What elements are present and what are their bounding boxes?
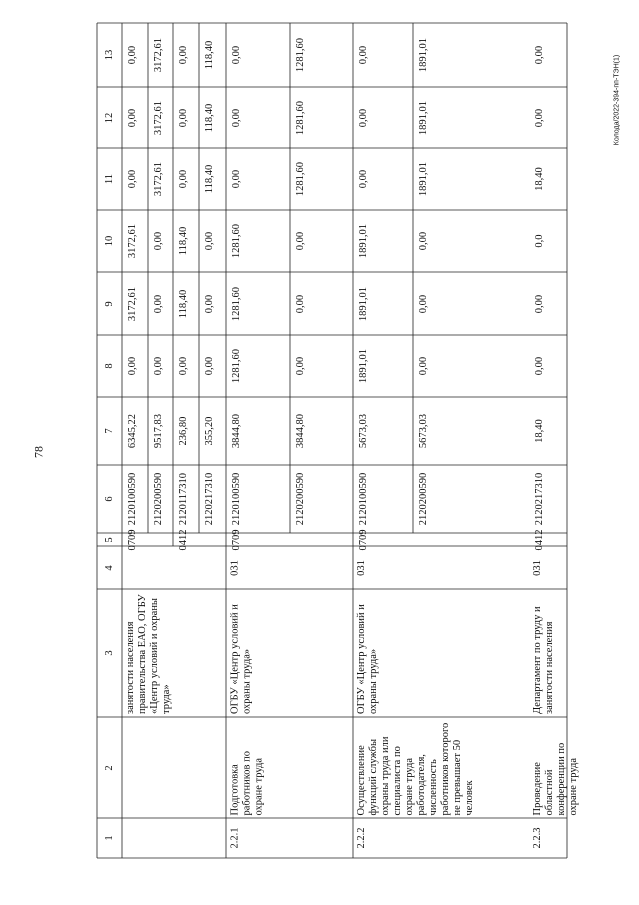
amount-cell: 118,40 (204, 40, 215, 70)
amount-cell: 118,40 (178, 289, 189, 318)
rzpr-code: 0709 (127, 529, 138, 550)
target-article: 2120217310 (204, 472, 215, 526)
rzpr-code: 0709 (231, 529, 242, 550)
amount-cell: 118,40 (178, 226, 189, 256)
target-article: 2120200590 (418, 472, 429, 526)
column-header: 7 (104, 428, 115, 434)
amount-cell: 18,40 (534, 419, 545, 443)
column-header: 2 (104, 764, 115, 771)
activity-name: Проведение областной конференции по охране труда (532, 742, 579, 815)
amount-cell: 0,00 (231, 169, 242, 189)
column-header: 10 (104, 235, 115, 247)
amount-cell: 0,00 (178, 108, 189, 127)
amount-cell: 1891,01 (358, 223, 369, 259)
activity-name: Подготовка работников по охране труда (229, 750, 264, 815)
amount-cell: 0,00 (358, 169, 369, 189)
amount-cell: 3844,80 (295, 413, 306, 449)
executor: Департамент по труду и занятости населения (532, 606, 555, 714)
target-article: 2120217310 (534, 472, 545, 526)
amount-cell: 0,00 (127, 169, 138, 189)
target-article: 2120117310 (178, 472, 189, 526)
column-header: 13 (104, 49, 115, 61)
amount-cell: 3172,61 (153, 37, 164, 73)
executor: ОГБУ «Центр условий и охраны труда» (356, 604, 379, 714)
amount-cell: 0,0 (534, 234, 545, 248)
amount-cell: 0,00 (231, 45, 242, 65)
item-number: 2.2.3 (532, 827, 543, 849)
amount-cell: 0,00 (127, 108, 138, 127)
amount-cell: 0,00 (418, 294, 429, 313)
page-number: 78 (31, 446, 46, 458)
column-header: 9 (104, 300, 115, 307)
amount-cell: 0,00 (178, 356, 189, 376)
amount-cell: 0,00 (153, 294, 164, 313)
column-header: 6 (104, 496, 115, 502)
column-header: 5 (104, 536, 115, 543)
amount-cell: 1891,01 (358, 348, 369, 384)
amount-cell: 0,00 (358, 108, 369, 127)
amount-cell: 0,00 (418, 231, 429, 251)
amount-cell: 1281,60 (231, 223, 242, 259)
activity-name: Осуществление функций службы охраны труда или специалиста по охране труда работодателя, численность работников которого не превышает 50 человек (356, 722, 475, 815)
amount-cell: 0,00 (295, 231, 306, 251)
amount-cell: 0,00 (295, 356, 306, 376)
amount-cell: 0,00 (127, 45, 138, 65)
amount-cell: 0,00 (153, 231, 164, 251)
amount-cell: 0,00 (534, 356, 545, 376)
amount-cell: 1891,01 (418, 37, 429, 73)
rzpr-code: 0709 (358, 529, 369, 550)
amount-cell: 5673,03 (418, 413, 429, 449)
column-header: 8 (104, 363, 115, 369)
amount-cell: 1281,60 (295, 100, 306, 135)
document-code: Колода/2022-394-пп-ТЭН(1) (613, 54, 621, 146)
amount-cell: 0,00 (178, 169, 189, 189)
amount-cell: 0,00 (418, 356, 429, 376)
amount-cell: 0,00 (295, 294, 306, 313)
amount-cell: 3172,61 (127, 223, 138, 259)
executor: занятости населения правительства ЕАО, ОГБУ «Центр условий и охраны труда» (125, 594, 172, 714)
amount-cell: 18,40 (534, 167, 545, 191)
target-article: 2120100590 (127, 472, 138, 526)
column-header: 12 (104, 112, 115, 123)
rzpr-code: 0412 (178, 529, 189, 550)
grbs-code: 031 (532, 559, 543, 576)
amount-cell: 1891,01 (418, 100, 429, 135)
amount-cell: 9517,83 (153, 413, 164, 449)
amount-cell: 355,20 (204, 416, 215, 446)
item-number: 2.2.1 (229, 827, 240, 849)
amount-cell: 3172,61 (127, 286, 138, 321)
column-header: 3 (104, 650, 115, 656)
amount-cell: 0,00 (153, 356, 164, 376)
amount-cell: 6345,22 (127, 413, 138, 449)
target-article: 2120100590 (231, 472, 242, 526)
amount-cell: 3172,61 (153, 100, 164, 135)
executor: ОГБУ «Центр условий и охраны труда» (229, 604, 252, 714)
amount-cell: 0,00 (231, 108, 242, 127)
amount-cell: 1891,01 (358, 286, 369, 321)
grbs-code: 031 (229, 559, 240, 576)
amount-cell: 118,40 (204, 103, 215, 132)
amount-cell: 5673,03 (358, 413, 369, 449)
grbs-code: 031 (356, 559, 367, 576)
column-header: 1 (104, 835, 115, 841)
target-article: 2120100590 (358, 472, 369, 526)
amount-cell: 3844,80 (231, 413, 242, 449)
target-article: 2120200590 (295, 472, 306, 526)
amount-cell: 0,00 (204, 356, 215, 376)
amount-cell: 118,40 (204, 164, 215, 194)
column-header: 11 (104, 173, 115, 185)
amount-cell: 0,00 (534, 108, 545, 127)
amount-cell: 1281,60 (295, 37, 306, 73)
amount-cell: 0,00 (178, 45, 189, 65)
amount-cell: 1891,01 (418, 161, 429, 197)
amount-cell: 0,00 (534, 45, 545, 65)
amount-cell: 0,00 (204, 231, 215, 251)
column-header: 4 (104, 564, 115, 571)
item-number: 2.2.2 (356, 827, 367, 849)
amount-cell: 236,80 (178, 416, 189, 446)
amount-cell: 0,00 (534, 294, 545, 313)
amount-cell: 0,00 (127, 356, 138, 376)
amount-cell: 1281,60 (295, 161, 306, 197)
amount-cell: 0,00 (358, 45, 369, 65)
target-article: 2120200590 (153, 472, 164, 526)
rzpr-code: 0412 (534, 529, 545, 550)
amount-cell: 1281,60 (231, 348, 242, 384)
amount-cell: 3172,61 (153, 161, 164, 197)
amount-cell: 0,00 (204, 294, 215, 313)
amount-cell: 1281,60 (231, 286, 242, 321)
